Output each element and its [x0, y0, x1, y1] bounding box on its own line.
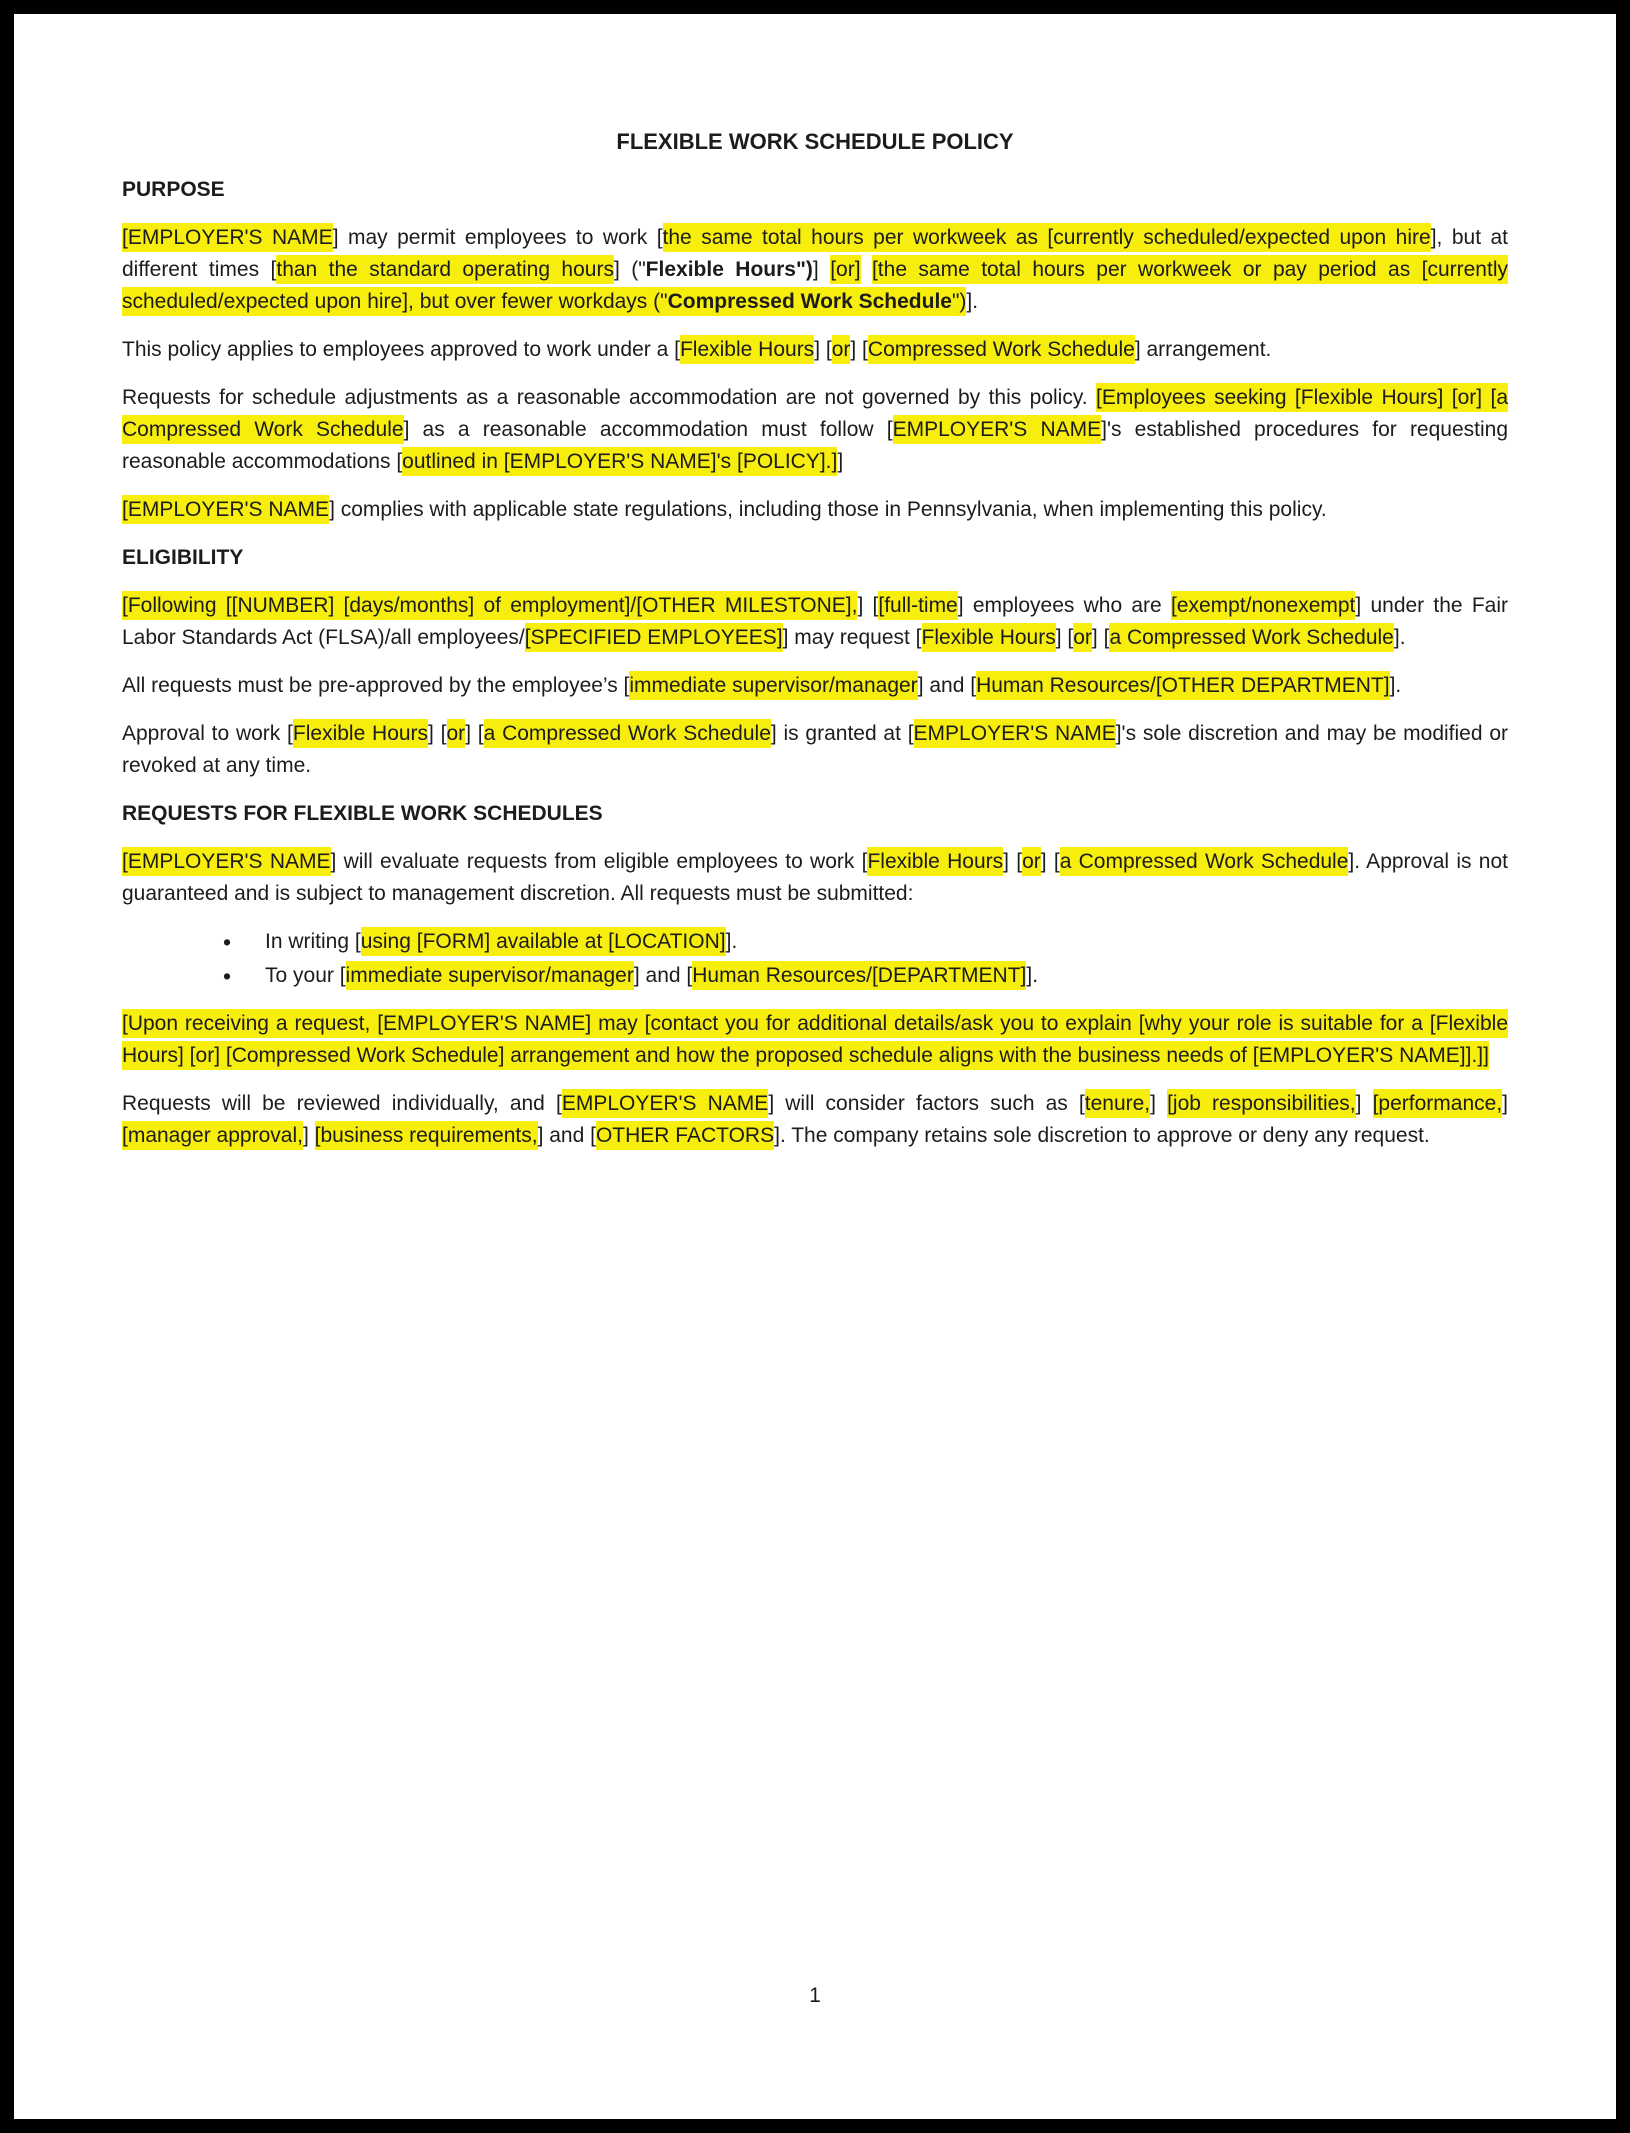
highlighted-text: [full-time: [878, 591, 957, 620]
highlighted-text: immediate supervisor/manager: [346, 961, 634, 990]
text-segment: To your [: [265, 964, 346, 987]
heading-requests: REQUESTS FOR FLEXIBLE WORK SCHEDULES: [122, 802, 603, 825]
text-segment: ]: [1150, 1092, 1168, 1115]
highlighted-text: EMPLOYER'S NAME: [914, 719, 1116, 748]
heading-eligibility: ELIGIBILITY: [122, 546, 244, 569]
highlighted-text: [EMPLOYER'S NAME: [122, 847, 331, 876]
highlighted-text: a Compressed Work Schedule: [1109, 623, 1393, 652]
highlighted-text: [Upon receiving a request, [EMPLOYER'S NAME] may [contact you for additional details/ask you to explain [why your role is suitable for a [Flexible Hours] [or] [Compressed Work Schedule] arrangement and how the proposed schedule aligns with the business needs of [EMPLOYER'S NAME]].]]: [122, 1009, 1508, 1070]
text-segment: ].: [966, 290, 979, 313]
highlighted-text: [or]: [830, 255, 860, 284]
highlighted-text: tenure,: [1085, 1089, 1150, 1118]
text-segment: ] under the Fair Labor Standards Act (FLSA)/all employees/: [122, 594, 1508, 649]
paragraph-requests-3: [122, 1088, 1508, 1152]
heading-purpose: PURPOSE: [122, 178, 225, 201]
text-segment: ]: [812, 258, 831, 281]
highlighted-text: [EMPLOYER'S NAME: [122, 495, 329, 524]
highlighted-text: EMPLOYER'S NAME: [562, 1089, 769, 1118]
highlighted-text: the same total hours per workweek as [currently scheduled/expected upon hire: [663, 223, 1431, 252]
document-title: FLEXIBLE WORK SCHEDULE POLICY: [616, 129, 1014, 154]
paragraph-eligibility-2: [122, 670, 1508, 702]
highlighted-text: [job responsibilities,: [1167, 1089, 1356, 1118]
text-segment: This policy applies to employees approved to work under a [: [122, 338, 680, 361]
highlighted-text: OTHER FACTORS: [596, 1121, 774, 1150]
highlighted-text: immediate supervisor/manager: [629, 671, 917, 700]
paragraph-requests-1: [122, 846, 1508, 910]
text-segment: Requests for schedule adjustments as a reasonable accommodation are not governed by this policy.: [122, 386, 1097, 409]
text-segment: ] [: [1040, 850, 1060, 873]
highlighted-text: Human Resources/[DEPARTMENT]: [692, 961, 1026, 990]
text-segment: ] [: [428, 722, 447, 745]
highlighted-text: EMPLOYER'S NAME: [893, 415, 1102, 444]
highlighted-text: or: [447, 719, 466, 748]
text-segment: ] may request [: [782, 626, 922, 649]
bullet-item-to-your: [122, 960, 1508, 992]
highlighted-text: [manager approval,: [122, 1121, 303, 1150]
text-segment: [861, 258, 872, 281]
highlighted-text: Compressed Work Schedule: [668, 287, 952, 316]
text-segment: ], but at different times [: [122, 226, 1508, 281]
text-segment: ]. Approval is not guaranteed and is subject to management discretion. All requests must be submitted:: [122, 850, 1508, 905]
highlighted-text: [Employees seeking [Flexible Hours] [or] [a Compressed Work Schedule: [122, 383, 1508, 444]
text-segment: In writing [: [265, 930, 361, 953]
paragraph-eligibility-3: [122, 718, 1508, 782]
highlighted-text: or: [1073, 623, 1092, 652]
highlighted-text: [EMPLOYER'S NAME: [122, 223, 333, 252]
text-segment: ] [: [814, 338, 832, 361]
text-segment: ]. The company retains sole discretion to approve or deny any request.: [774, 1124, 1430, 1147]
highlighted-text: or: [832, 335, 851, 364]
text-segment: All requests must be pre-approved by the employee’s [: [122, 674, 630, 697]
text-segment: ] and [: [633, 964, 693, 987]
highlighted-text: "): [952, 287, 966, 316]
bullet-item-in-writing: [122, 926, 1508, 958]
text-segment: ] and [: [917, 674, 977, 697]
highlighted-text: Flexible Hours: [293, 719, 428, 748]
text-segment: ]: [1502, 1092, 1508, 1115]
paragraph-requests-2: [122, 1008, 1508, 1072]
text-segment: ].: [1393, 626, 1406, 649]
text-segment: ]'s sole discretion and may be modified or revoked at any time.: [122, 722, 1508, 777]
text-segment: ] as a reasonable accommodation must follow [: [403, 418, 893, 441]
highlighted-text: [performance,: [1373, 1089, 1503, 1118]
text-segment: ] arrangement.: [1134, 338, 1272, 361]
highlighted-text: outlined in [EMPLOYER'S NAME]'s [POLICY].]: [402, 447, 837, 476]
text-segment: Approval to work [: [122, 722, 293, 745]
highlighted-text: a Compressed Work Schedule: [1060, 847, 1349, 876]
page-number: 1: [809, 1984, 821, 2007]
paragraph-purpose-2: [122, 334, 1508, 366]
text-segment: ] [: [857, 594, 879, 617]
highlighted-text: using [FORM] available at [LOCATION]: [361, 927, 726, 956]
requests-bullet-list: [122, 926, 1508, 992]
text-segment: ] may permit employees to work [: [332, 226, 663, 249]
highlighted-text: Human Resources/[OTHER DEPARTMENT]: [976, 671, 1389, 700]
text-segment: ] (": [613, 258, 646, 281]
text-segment: ]'s established procedures for requesting reasonable accommodations [: [122, 418, 1509, 473]
text-segment: ]: [302, 1124, 315, 1147]
text-segment: ] and [: [537, 1124, 596, 1147]
text-segment: Requests will be reviewed individually, and [: [122, 1092, 562, 1115]
highlighted-text: Flexible Hours: [867, 847, 1003, 876]
text-segment: ] will evaluate requests from eligible employees to work [: [330, 850, 868, 873]
document-content: [14, 14, 1616, 1152]
text-segment: ] [: [1091, 626, 1110, 649]
text-segment: ] [: [850, 338, 868, 361]
highlighted-text: Flexible Hours: [680, 335, 814, 364]
paragraph-purpose-3: [122, 382, 1508, 478]
text-segment: ] is granted at [: [770, 722, 914, 745]
highlighted-text: than the standard operating hours: [276, 255, 614, 284]
text-segment: ] [: [1003, 850, 1023, 873]
highlighted-text: a Compressed Work Schedule: [484, 719, 771, 748]
highlighted-text: [Following [[NUMBER] [days/months] of employment]/[OTHER MILESTONE],: [122, 591, 857, 620]
highlighted-text: [the same total hours per workweek or pay period as [currently scheduled/expected upon hire], but over fewer workdays (": [122, 255, 1508, 316]
highlighted-text: [SPECIFIED EMPLOYEES]: [525, 623, 783, 652]
highlighted-text: [business requirements,: [315, 1121, 538, 1150]
highlighted-text: Flexible Hours: [922, 623, 1056, 652]
paragraph-purpose-4: [122, 494, 1508, 526]
text-segment: ].: [1389, 674, 1402, 697]
text-segment: ].: [1026, 964, 1039, 987]
text-segment: ]: [1355, 1092, 1373, 1115]
highlighted-text: or: [1022, 847, 1041, 876]
text-segment: ] complies with applicable state regulations, including those in Pennsylvania, when implementing this policy.: [329, 498, 1327, 521]
text-segment: ] will consider factors such as [: [768, 1092, 1085, 1115]
paragraph-purpose-1: [122, 222, 1508, 318]
paragraph-eligibility-1: [122, 590, 1508, 654]
text-segment: ].: [725, 930, 738, 953]
text-segment: Flexible Hours"): [645, 258, 813, 281]
text-segment: ] [: [1055, 626, 1074, 649]
highlighted-text: Compressed Work Schedule: [868, 335, 1135, 364]
text-segment: ] employees who are: [957, 594, 1171, 617]
text-segment: ]: [837, 450, 844, 473]
highlighted-text: [exempt/nonexempt: [1171, 591, 1355, 620]
text-segment: ] [: [465, 722, 484, 745]
